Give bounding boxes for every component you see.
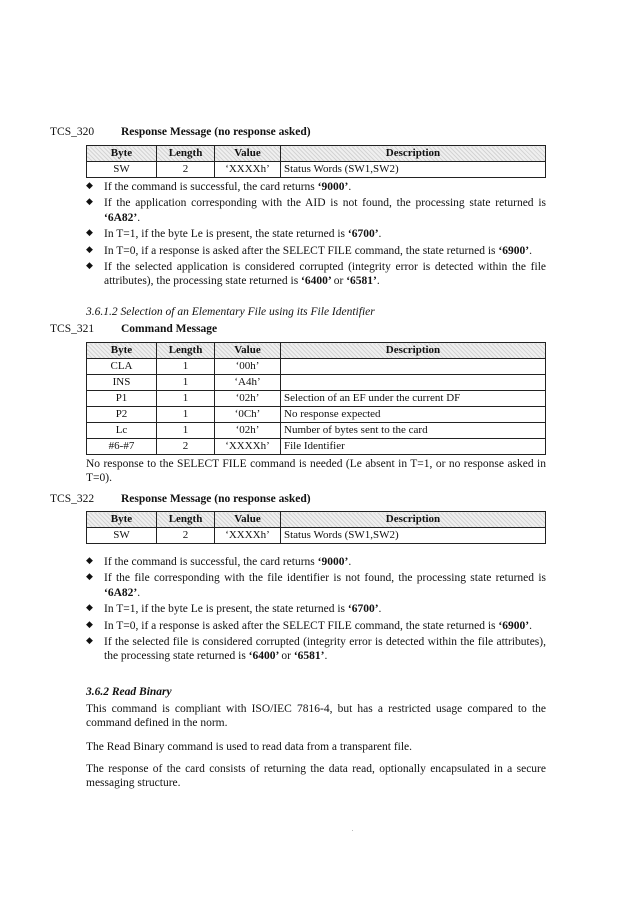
list-item-text: .: [137, 586, 141, 599]
list-item-text: If the command is successful, the card returns: [104, 556, 318, 568]
table-row: [87, 162, 546, 178]
note-321: No response to the SELECT FILE command is needed (Le absent in T=1, or no response asked in T=0).: [86, 458, 546, 485]
list-item-text: In T=1, if the byte Le is present, the state returned is: [104, 228, 348, 241]
status-code: ‘6581’: [346, 275, 377, 288]
subsection-heading-3612: 3.6.1.2 Selection of an Elementary File using its File Identifier: [86, 306, 375, 318]
cell-byte: #6-#7: [87, 439, 157, 455]
list-item: [86, 244, 546, 258]
cell-byte: SW: [87, 528, 157, 544]
list-item-text: If the command is successful, the card returns: [104, 181, 318, 193]
list-item: [86, 227, 546, 241]
list-item-text: .: [378, 603, 382, 616]
table-row: [87, 391, 546, 407]
header-value: Value: [215, 343, 281, 359]
table-row: [87, 423, 546, 439]
cell-value: ‘02h’: [215, 423, 281, 439]
cell-byte: P1: [87, 391, 157, 407]
cell-description: [281, 375, 546, 391]
list-item-text: .: [378, 228, 382, 241]
header-description: Description: [281, 146, 546, 162]
read-binary-paragraph-2: The Read Binary command is used to read data from a transparent file.: [86, 741, 413, 753]
diamond-bullet-icon: ◆: [86, 602, 93, 613]
table-row: [87, 375, 546, 391]
list-item-text: In T=1, if the byte Le is present, the state returned is: [104, 603, 348, 616]
status-code: ‘6400’: [248, 650, 282, 663]
diamond-bullet-icon: ◆: [86, 227, 93, 238]
list-item-text: .: [137, 211, 141, 224]
cell-value: ‘0Ch’: [215, 407, 281, 423]
status-bullets-322: [86, 555, 546, 666]
list-item-text: or: [281, 650, 294, 663]
header-description: Description: [281, 343, 546, 359]
cell-byte: P2: [87, 407, 157, 423]
list-item-text: .: [529, 244, 532, 257]
cell-value: ‘XXXXh’: [215, 528, 281, 544]
status-code: ‘6A82’: [104, 586, 138, 599]
list-item: [86, 602, 546, 616]
list-item-text: If the application corresponding with the AID is not found, the processing state returned is: [104, 197, 546, 210]
status-code: ‘6700’: [347, 603, 379, 616]
header-value: Value: [215, 146, 281, 162]
table-header-row: [87, 343, 546, 359]
section-title-321: Command Message: [121, 323, 218, 335]
cell-length: 2: [157, 439, 215, 455]
table-row: [87, 407, 546, 423]
diamond-bullet-icon: ◆: [86, 571, 93, 582]
list-item-text: If the selected file is considered corrupted (integrity error is detected within the file attributes), the processing state returned is: [104, 635, 546, 663]
cell-value: ‘A4h’: [215, 375, 281, 391]
table-row: [87, 439, 546, 455]
cell-length: 1: [157, 391, 215, 407]
list-item-text: If the selected application is considered corrupted (integrity error is detected within the file attributes), the processing state returned is: [104, 260, 546, 288]
cell-length: 1: [157, 359, 215, 375]
cell-byte: SW: [87, 162, 157, 178]
status-code: ‘6700’: [347, 228, 379, 241]
scan-speck: [352, 830, 353, 831]
list-item-text: In T=0, if a response is asked after the SELECT FILE command, the state returned is: [104, 619, 499, 632]
diamond-bullet-icon: ◆: [86, 618, 93, 629]
cell-description: [281, 359, 546, 375]
status-code: ‘6900’: [498, 619, 530, 632]
section-id-321: TCS_321: [50, 323, 95, 335]
list-item: [86, 555, 546, 569]
status-code: ‘6400’: [301, 275, 334, 288]
list-item-text: If the file corresponding with the file identifier is not found, the processing state returned is: [104, 572, 546, 585]
diamond-bullet-icon: ◆: [86, 555, 93, 565]
header-byte: Byte: [87, 512, 157, 528]
table-header-row: [87, 512, 546, 528]
cell-description: Selection of an EF under the current DF: [281, 391, 546, 407]
response-table-322: [86, 511, 546, 544]
cell-length: 1: [157, 423, 215, 439]
diamond-bullet-icon: ◆: [86, 634, 93, 645]
table-row: [87, 359, 546, 375]
table-header-row: [87, 146, 546, 162]
cell-description: File Identifier: [281, 439, 546, 455]
status-code: ‘6A82’: [104, 211, 138, 224]
header-length: Length: [157, 146, 215, 162]
cell-length: 1: [157, 407, 215, 423]
cell-value: ‘02h’: [215, 391, 281, 407]
status-code: ‘9000’: [317, 556, 349, 568]
section-id-320: TCS_320: [50, 126, 95, 138]
list-item-text: .: [324, 650, 328, 663]
cell-description: Status Words (SW1,SW2): [281, 162, 546, 178]
diamond-bullet-icon: ◆: [86, 180, 93, 190]
cell-description: No response expected: [281, 407, 546, 423]
cell-description: Number of bytes sent to the card: [281, 423, 546, 439]
list-item: [86, 619, 546, 633]
section-id-322: TCS_322: [50, 493, 95, 505]
list-item: [86, 180, 546, 194]
header-length: Length: [157, 343, 215, 359]
cell-value: ‘XXXXh’: [215, 162, 281, 178]
cell-value: ‘XXXXh’: [215, 439, 281, 455]
list-item-text: .: [348, 556, 352, 568]
cell-length: 2: [157, 162, 215, 178]
list-item: [86, 635, 546, 664]
cell-byte: INS: [87, 375, 157, 391]
header-description: Description: [281, 512, 546, 528]
section-title-320: Response Message (no response asked): [121, 126, 311, 138]
list-item-text: .: [529, 619, 532, 632]
read-binary-paragraph-1: This command is compliant with ISO/IEC 7816-4, but has a restricted usage compared to the command defined in the norm.: [86, 703, 546, 730]
list-item: [86, 260, 546, 289]
cell-value: ‘00h’: [215, 359, 281, 375]
status-bullets-320: [86, 180, 546, 291]
status-code: ‘6900’: [498, 244, 530, 257]
header-byte: Byte: [87, 343, 157, 359]
diamond-bullet-icon: ◆: [86, 259, 93, 270]
table-row: [87, 528, 546, 544]
cell-byte: CLA: [87, 359, 157, 375]
list-item: [86, 196, 546, 225]
section-title-322: Response Message (no response asked): [121, 493, 311, 505]
list-item-text: In T=0, if a response is asked after the SELECT FILE command, the state returned is: [104, 244, 499, 257]
header-byte: Byte: [87, 146, 157, 162]
list-item-text: .: [376, 275, 380, 288]
cell-length: 2: [157, 528, 215, 544]
cell-description: Status Words (SW1,SW2): [281, 528, 546, 544]
diamond-bullet-icon: ◆: [86, 243, 93, 254]
command-table-321: [86, 342, 546, 455]
header-length: Length: [157, 512, 215, 528]
cell-length: 1: [157, 375, 215, 391]
list-item-text: or: [333, 275, 347, 288]
status-code: ‘6581’: [293, 650, 325, 663]
list-item-text: .: [348, 181, 352, 193]
response-table-320: [86, 145, 546, 178]
status-code: ‘9000’: [317, 181, 349, 193]
cell-byte: Lc: [87, 423, 157, 439]
diamond-bullet-icon: ◆: [86, 196, 93, 207]
list-item: [86, 571, 546, 600]
header-value: Value: [215, 512, 281, 528]
read-binary-paragraph-3: The response of the card consists of returning the data read, optionally encapsulated in a secure messaging structure.: [86, 763, 546, 790]
subsection-heading-362: 3.6.2 Read Binary: [86, 686, 172, 698]
